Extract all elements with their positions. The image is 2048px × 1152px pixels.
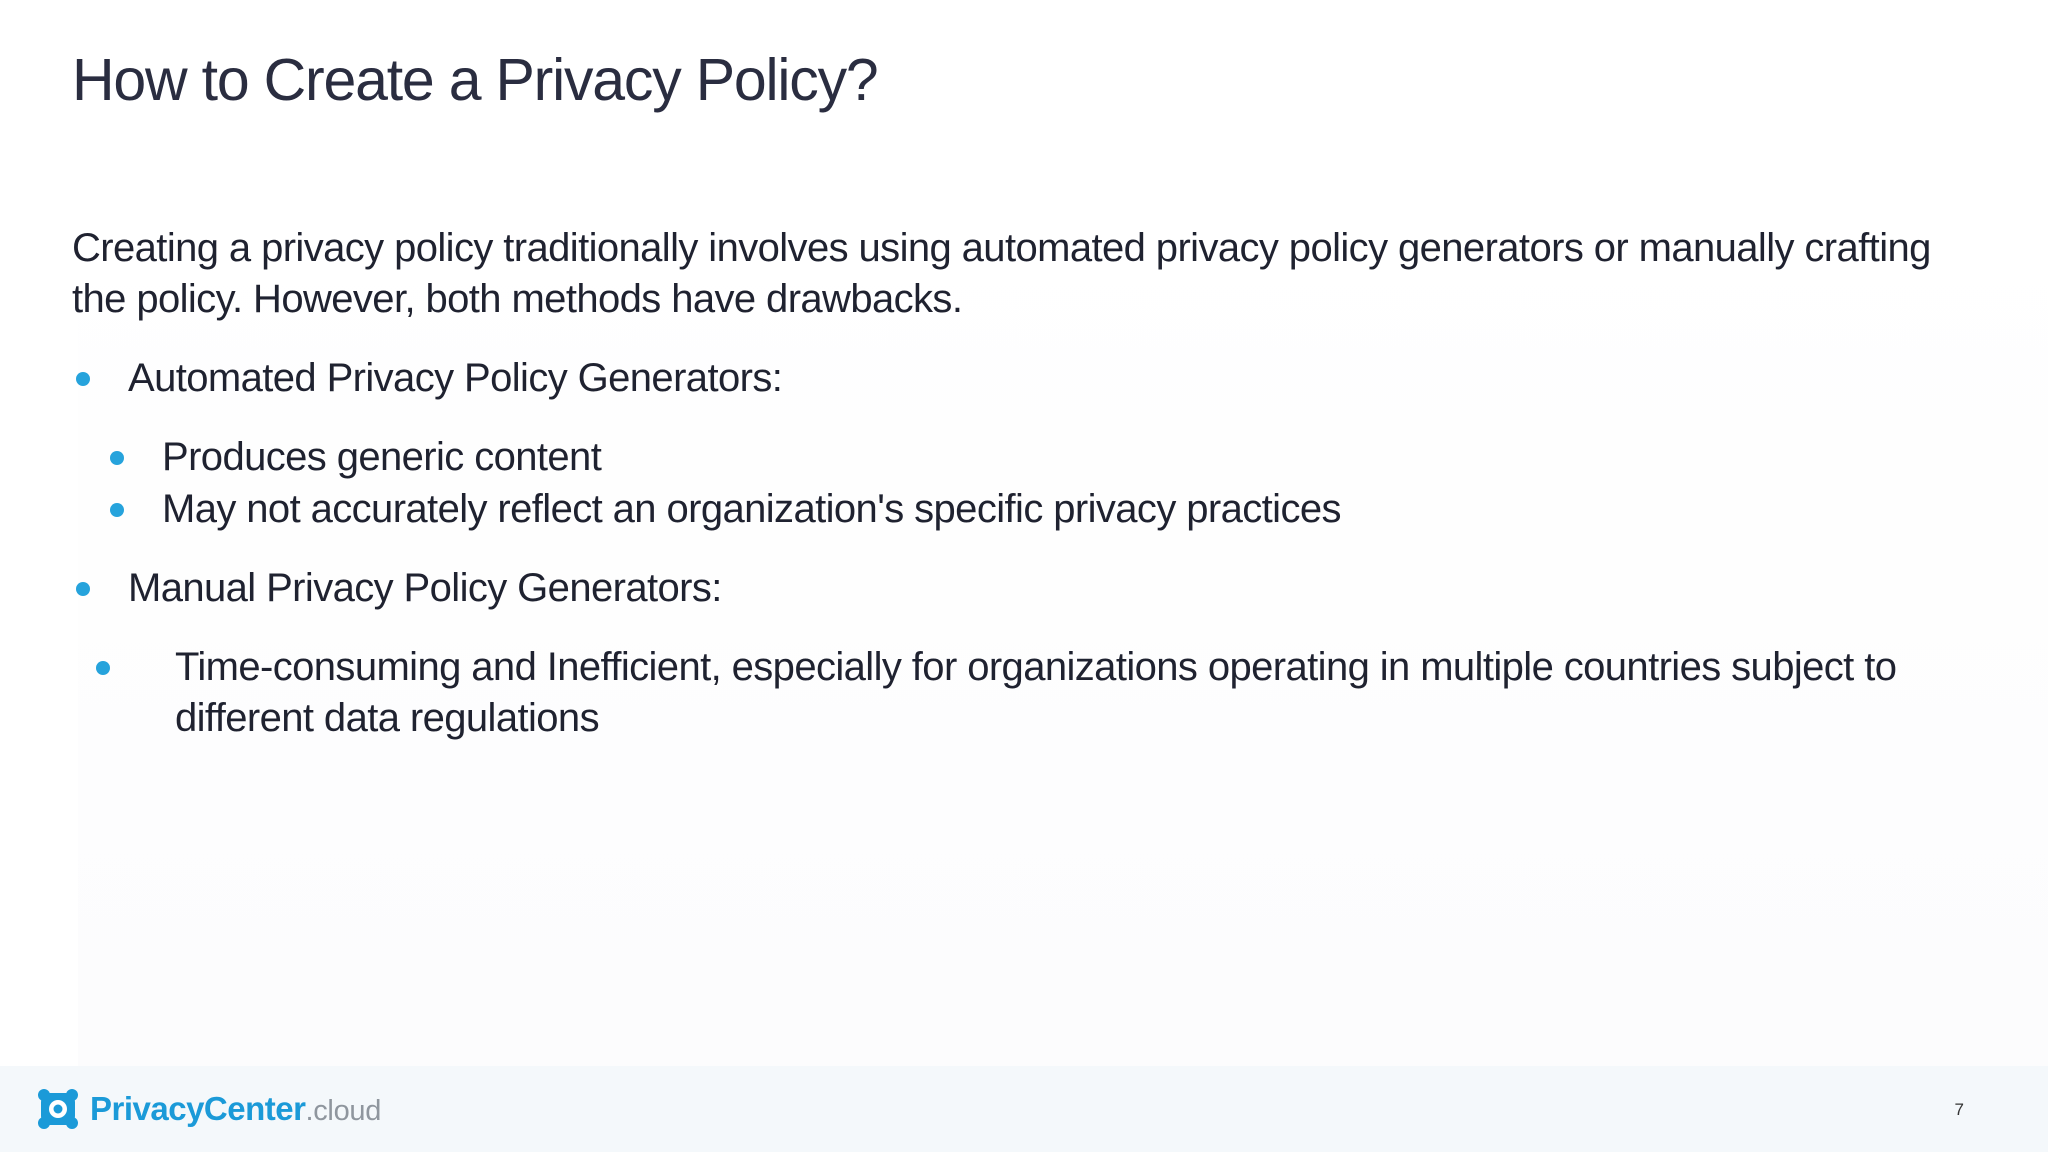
brand-name xyxy=(90,1090,381,1128)
footer-bar xyxy=(0,1066,2048,1152)
brand-name-suffix: .cloud xyxy=(305,1095,382,1127)
bullet-dot-icon xyxy=(96,661,110,675)
bullet-dot-icon xyxy=(110,451,124,465)
bullet-dot-icon xyxy=(110,503,124,517)
slide-title: How to Create a Privacy Policy? xyxy=(72,47,878,113)
bullet-dot-icon xyxy=(76,372,90,386)
sub-bullet-text: Time-consuming and Inefficient, especially for organizations operating in multiple countries subject to different data regulations xyxy=(175,645,1897,740)
intro-paragraph: Creating a privacy policy traditionally involves using automated privacy policy generators or manually crafting the policy. However, both methods have drawbacks. xyxy=(72,226,1931,321)
privacycenter-logo-icon xyxy=(36,1087,80,1131)
content-background xyxy=(78,210,2048,1066)
brand-name-main: PrivacyCenter xyxy=(90,1090,306,1127)
page-number: 7 xyxy=(1954,1100,1964,1119)
brand-logo[interactable] xyxy=(36,1086,381,1132)
sub-bullet-text: Produces generic content xyxy=(162,435,602,479)
bullet-dot-icon xyxy=(76,582,90,596)
bullet-heading: Manual Privacy Policy Generators: xyxy=(128,566,722,610)
sub-bullet-text: May not accurately reflect an organization's specific privacy practices xyxy=(162,487,1341,531)
bullet-heading: Automated Privacy Policy Generators: xyxy=(128,356,783,400)
